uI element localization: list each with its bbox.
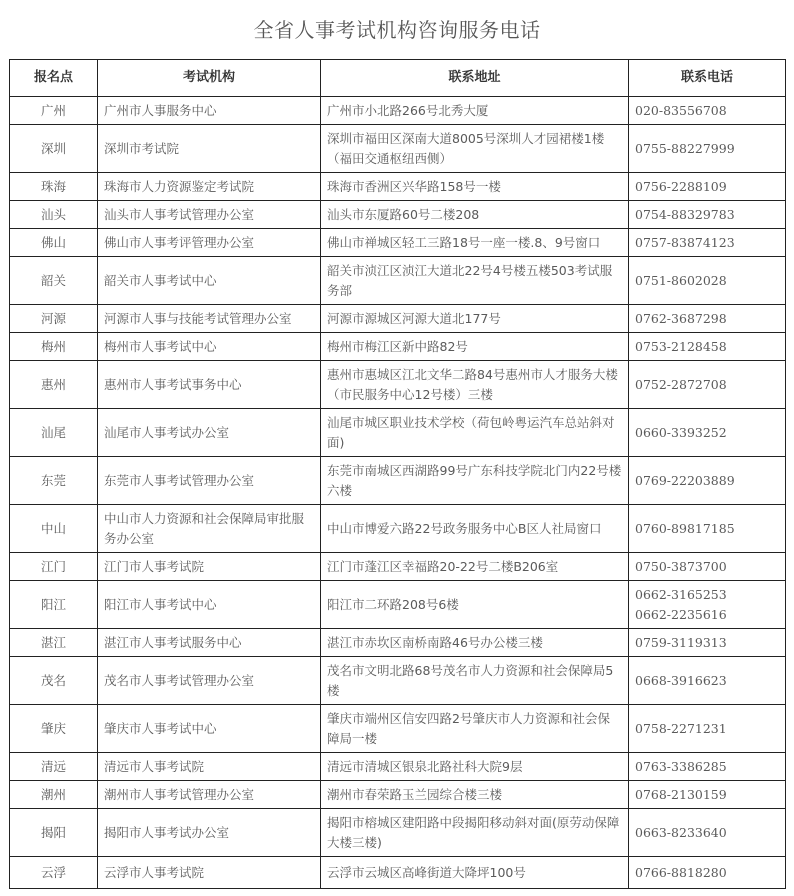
cell-phone bbox=[629, 581, 786, 629]
phone-number: 0668-3916623 bbox=[635, 672, 727, 688]
cell-address: 东莞市南城区西湖路99号广东科技学院北门内22号楼六楼 bbox=[321, 457, 629, 505]
cell-org: 江门市人事考试院 bbox=[98, 553, 321, 581]
table-row bbox=[10, 581, 786, 629]
cell-phone bbox=[629, 553, 786, 581]
cell-phone bbox=[629, 97, 786, 125]
cell-address: 揭阳市榕城区建阳路中段揭阳移动斜对面(原劳动保障大楼三楼) bbox=[321, 809, 629, 857]
phone-number: 0663-8233640 bbox=[635, 824, 727, 840]
phone-number: 0759-3119313 bbox=[635, 634, 727, 650]
table-body bbox=[10, 97, 786, 889]
cell-phone bbox=[629, 781, 786, 809]
phone-number: 0763-3386285 bbox=[635, 758, 727, 774]
table-row bbox=[10, 629, 786, 657]
phone-number: 0751-8602028 bbox=[635, 272, 727, 288]
phone-number: 0756-2288109 bbox=[635, 178, 727, 194]
cell-address: 肇庆市端州区信安四路2号肇庆市人力资源和社会保障局一楼 bbox=[321, 705, 629, 753]
phone-number: 0660-3393252 bbox=[635, 424, 727, 440]
cell-phone bbox=[629, 629, 786, 657]
cell-site: 广州 bbox=[10, 97, 98, 125]
cell-address: 珠海市香洲区兴华路158号一楼 bbox=[321, 173, 629, 201]
cell-address: 云浮市云城区高峰街道大降坪100号 bbox=[321, 857, 629, 889]
cell-org: 茂名市人事考试管理办公室 bbox=[98, 657, 321, 705]
cell-phone bbox=[629, 457, 786, 505]
phone-number: 0752-2872708 bbox=[635, 376, 727, 392]
phone-number: 0766-8818280 bbox=[635, 864, 727, 880]
cell-phone bbox=[629, 257, 786, 305]
phone-number: 0769-22203889 bbox=[635, 472, 735, 488]
cell-address: 河源市源城区河源大道北177号 bbox=[321, 305, 629, 333]
cell-site: 韶关 bbox=[10, 257, 98, 305]
table-row bbox=[10, 753, 786, 781]
table-row bbox=[10, 457, 786, 505]
cell-address: 茂名市文明北路68号茂名市人力资源和社会保障局5楼 bbox=[321, 657, 629, 705]
phone-number: 0662-2235616 bbox=[635, 606, 727, 622]
cell-site: 梅州 bbox=[10, 333, 98, 361]
phone-number: 0760-89817185 bbox=[635, 520, 735, 536]
cell-address: 清远市清城区银泉北路社科大院9层 bbox=[321, 753, 629, 781]
header-site: 报名点 bbox=[10, 60, 98, 97]
cell-org: 肇庆市人事考试中心 bbox=[98, 705, 321, 753]
table-row bbox=[10, 705, 786, 753]
cell-org: 汕头市人事考试管理办公室 bbox=[98, 201, 321, 229]
table-row bbox=[10, 505, 786, 553]
cell-address: 广州市小北路266号北秀大厦 bbox=[321, 97, 629, 125]
phone-number: 0754-88329783 bbox=[635, 206, 735, 222]
cell-phone bbox=[629, 173, 786, 201]
table-row bbox=[10, 173, 786, 201]
cell-phone bbox=[629, 409, 786, 457]
cell-address: 潮州市春荣路玉兰园综合楼三楼 bbox=[321, 781, 629, 809]
cell-org: 揭阳市人事考试办公室 bbox=[98, 809, 321, 857]
cell-org: 河源市人事与技能考试管理办公室 bbox=[98, 305, 321, 333]
phone-number: 020-83556708 bbox=[635, 102, 727, 118]
cell-site: 茂名 bbox=[10, 657, 98, 705]
cell-phone bbox=[629, 305, 786, 333]
cell-org: 湛江市人事考试服务中心 bbox=[98, 629, 321, 657]
cell-phone bbox=[629, 657, 786, 705]
cell-phone bbox=[629, 505, 786, 553]
cell-site: 东莞 bbox=[10, 457, 98, 505]
cell-address: 湛江市赤坎区南桥南路46号办公楼三楼 bbox=[321, 629, 629, 657]
cell-site: 佛山 bbox=[10, 229, 98, 257]
table-row bbox=[10, 125, 786, 173]
page-title: 全省人事考试机构咨询服务电话 bbox=[253, 18, 541, 42]
cell-site: 汕头 bbox=[10, 201, 98, 229]
cell-phone bbox=[629, 361, 786, 409]
table-row bbox=[10, 809, 786, 857]
cell-org: 中山市人力资源和社会保障局审批服务办公室 bbox=[98, 505, 321, 553]
cell-address: 深圳市福田区深南大道8005号深圳人才园裙楼1楼（福田交通枢纽西侧） bbox=[321, 125, 629, 173]
cell-site: 云浮 bbox=[10, 857, 98, 889]
cell-address: 汕尾市城区职业技术学校（荷包岭粤运汽车总站斜对面) bbox=[321, 409, 629, 457]
cell-org: 韶关市人事考试中心 bbox=[98, 257, 321, 305]
cell-site: 潮州 bbox=[10, 781, 98, 809]
cell-site: 惠州 bbox=[10, 361, 98, 409]
cell-phone bbox=[629, 857, 786, 889]
contact-table bbox=[9, 59, 786, 889]
cell-phone bbox=[629, 125, 786, 173]
cell-phone bbox=[629, 809, 786, 857]
cell-org: 广州市人事服务中心 bbox=[98, 97, 321, 125]
table-row bbox=[10, 781, 786, 809]
cell-org: 惠州市人事考试事务中心 bbox=[98, 361, 321, 409]
cell-address: 汕头市东厦路60号二楼208 bbox=[321, 201, 629, 229]
cell-site: 深圳 bbox=[10, 125, 98, 173]
cell-org: 梅州市人事考试中心 bbox=[98, 333, 321, 361]
cell-address: 阳江市二环路208号6楼 bbox=[321, 581, 629, 629]
phone-number: 0768-2130159 bbox=[635, 786, 727, 802]
cell-address: 江门市蓬江区幸福路20-22号二楼B206室 bbox=[321, 553, 629, 581]
cell-org: 潮州市人事考试管理办公室 bbox=[98, 781, 321, 809]
cell-address: 中山市博爱六路22号政务服务中心B区人社局窗口 bbox=[321, 505, 629, 553]
cell-org: 东莞市人事考试管理办公室 bbox=[98, 457, 321, 505]
table-row bbox=[10, 553, 786, 581]
cell-address: 佛山市禅城区轻工三路18号一座一楼.8、9号窗口 bbox=[321, 229, 629, 257]
cell-site: 珠海 bbox=[10, 173, 98, 201]
header-phone: 联系电话 bbox=[629, 60, 786, 97]
table-header-row bbox=[10, 60, 786, 97]
phone-number: 0757-83874123 bbox=[635, 234, 735, 250]
cell-org: 清远市人事考试院 bbox=[98, 753, 321, 781]
header-address: 联系地址 bbox=[321, 60, 629, 97]
cell-address: 惠州市惠城区江北文华二路84号惠州市人才服务大楼（市民服务中心12号楼）三楼 bbox=[321, 361, 629, 409]
cell-site: 汕尾 bbox=[10, 409, 98, 457]
cell-site: 揭阳 bbox=[10, 809, 98, 857]
cell-org: 汕尾市人事考试办公室 bbox=[98, 409, 321, 457]
table-row bbox=[10, 409, 786, 457]
cell-site: 江门 bbox=[10, 553, 98, 581]
table-row bbox=[10, 201, 786, 229]
cell-phone bbox=[629, 753, 786, 781]
table-row bbox=[10, 857, 786, 889]
table-row bbox=[10, 333, 786, 361]
phone-number: 0762-3687298 bbox=[635, 310, 727, 326]
table-row bbox=[10, 257, 786, 305]
cell-site: 阳江 bbox=[10, 581, 98, 629]
cell-address: 梅州市梅江区新中路82号 bbox=[321, 333, 629, 361]
cell-site: 清远 bbox=[10, 753, 98, 781]
phone-number: 0758-2271231 bbox=[635, 720, 727, 736]
cell-site: 河源 bbox=[10, 305, 98, 333]
cell-phone bbox=[629, 229, 786, 257]
header-org: 考试机构 bbox=[98, 60, 321, 97]
phone-number: 0755-88227999 bbox=[635, 140, 735, 156]
cell-address: 韶关市浈江区浈江大道北22号4号楼五楼503考试服务部 bbox=[321, 257, 629, 305]
cell-phone bbox=[629, 201, 786, 229]
table-row bbox=[10, 229, 786, 257]
cell-org: 云浮市人事考试院 bbox=[98, 857, 321, 889]
cell-org: 佛山市人事考评管理办公室 bbox=[98, 229, 321, 257]
cell-site: 中山 bbox=[10, 505, 98, 553]
phone-number: 0750-3873700 bbox=[635, 558, 727, 574]
cell-phone bbox=[629, 705, 786, 753]
table-row bbox=[10, 657, 786, 705]
phone-number: 0662-3165253 bbox=[635, 586, 727, 602]
table-row bbox=[10, 97, 786, 125]
cell-site: 湛江 bbox=[10, 629, 98, 657]
phone-number: 0753-2128458 bbox=[635, 338, 727, 354]
cell-phone bbox=[629, 333, 786, 361]
cell-org: 阳江市人事考试中心 bbox=[98, 581, 321, 629]
table-row bbox=[10, 361, 786, 409]
cell-site: 肇庆 bbox=[10, 705, 98, 753]
cell-org: 珠海市人力资源鉴定考试院 bbox=[98, 173, 321, 201]
table-row bbox=[10, 305, 786, 333]
cell-org: 深圳市考试院 bbox=[98, 125, 321, 173]
